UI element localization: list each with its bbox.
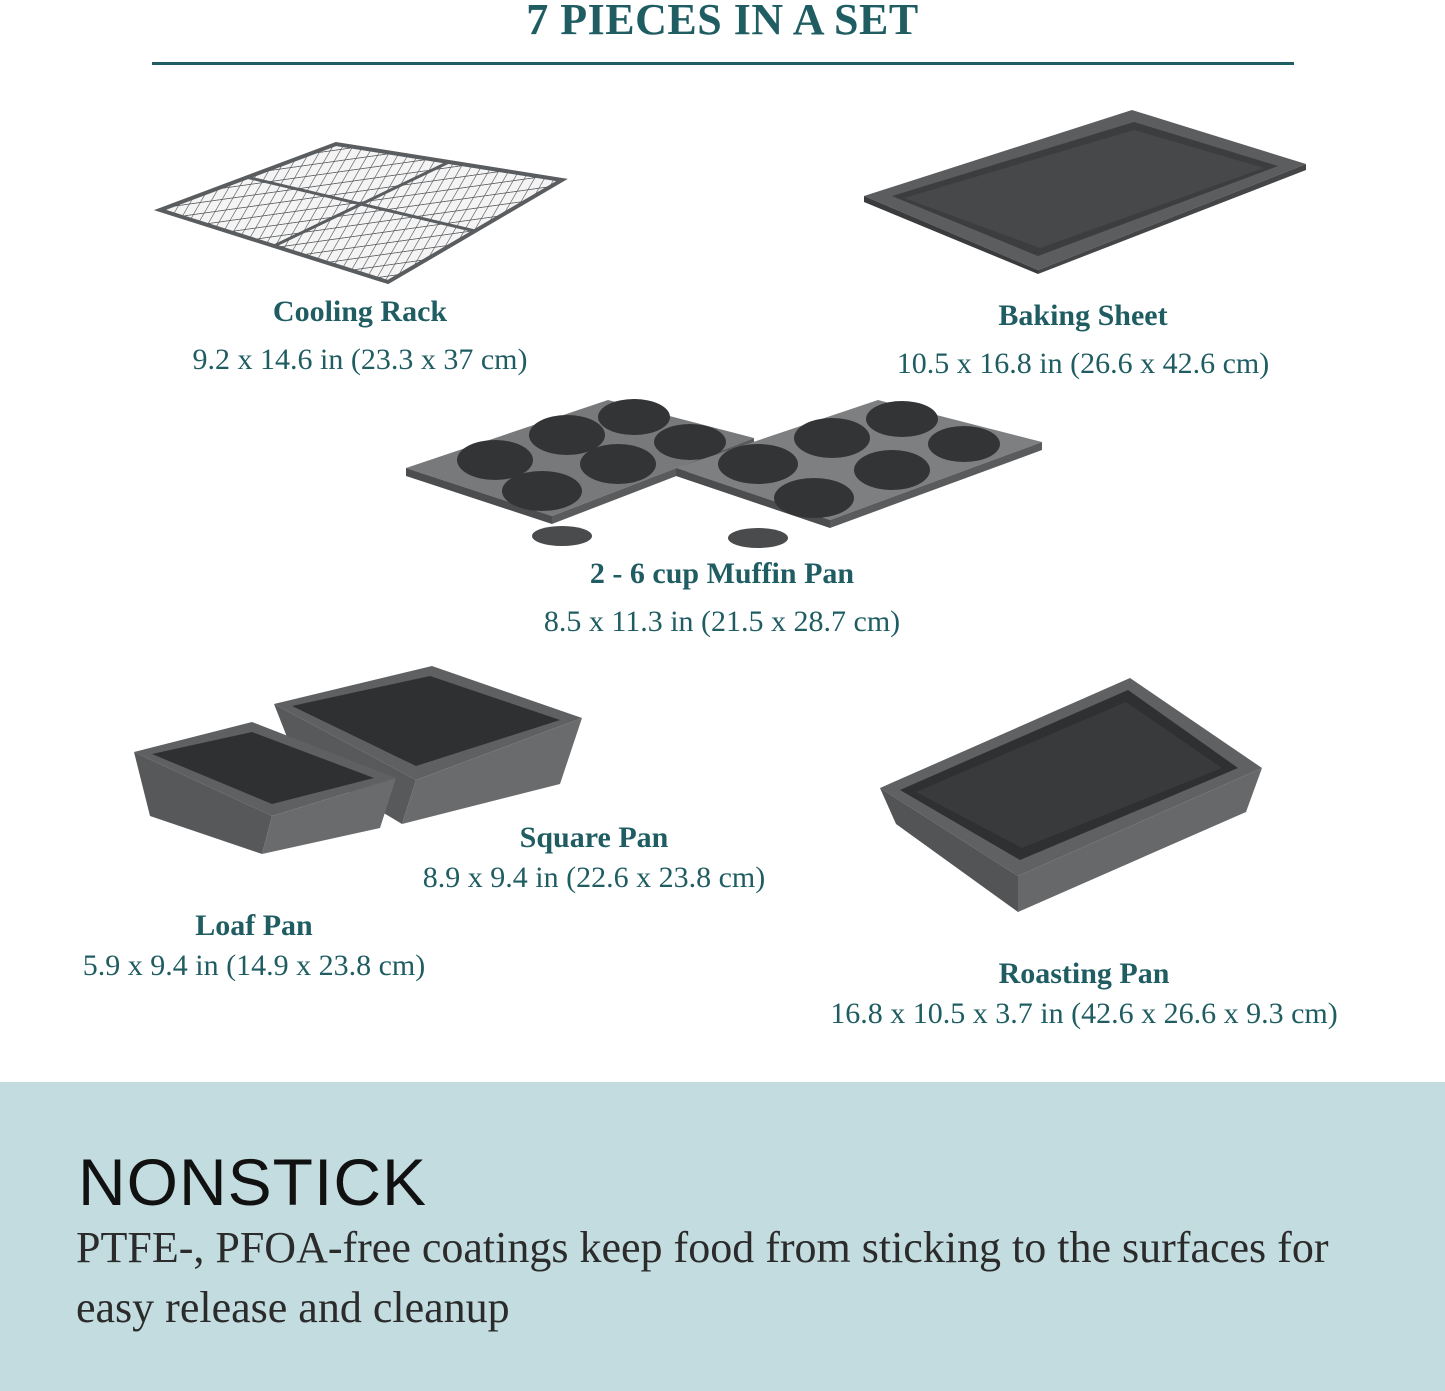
roasting-pan-name: Roasting Pan <box>998 957 1170 990</box>
cooling-rack-label <box>150 294 570 378</box>
cooling-rack-dimensions: 9.2 x 14.6 in (23.3 x 37 cm) <box>192 343 528 376</box>
square-pan-name: Square Pan <box>519 821 669 854</box>
feature-heading: NONSTICK <box>78 1145 428 1219</box>
feature-description: PTFE-, PFOA-free coatings keep food from sticking to the surfaces for easy release and cleanup <box>76 1223 1329 1332</box>
muffin-pan-name: 2 - 6 cup Muffin Pan <box>589 557 855 590</box>
loaf-pan-label <box>44 908 464 984</box>
roasting-pan-label <box>774 956 1394 1032</box>
title-divider <box>152 62 1294 65</box>
loaf-pan-name: Loaf Pan <box>195 909 313 942</box>
square-pan-label <box>384 820 804 896</box>
muffin-pan-label <box>482 556 962 640</box>
loaf-pan-dimensions: 5.9 x 9.4 in (14.9 x 23.8 cm) <box>82 949 426 982</box>
muffin-pan-dimensions: 8.5 x 11.3 in (21.5 x 28.7 cm) <box>543 605 901 638</box>
cooling-rack-image <box>150 136 570 286</box>
roasting-pan-image <box>876 676 1266 914</box>
baking-sheet-label <box>858 298 1308 382</box>
baking-sheet-name: Baking Sheet <box>998 299 1168 332</box>
roasting-pan-dimensions: 16.8 x 10.5 x 3.7 in (42.6 x 26.6 x 9.3 cm) <box>830 997 1338 1030</box>
loaf-pan-image <box>132 720 400 856</box>
cooling-rack-name: Cooling Rack <box>272 295 448 328</box>
baking-sheet-dimensions: 10.5 x 16.8 in (26.6 x 42.6 cm) <box>896 347 1270 380</box>
baking-sheet-image <box>862 108 1308 274</box>
feature-band <box>0 1082 1445 1391</box>
muffin-pan-image <box>402 398 1046 552</box>
square-pan-dimensions: 8.9 x 9.4 in (22.6 x 23.8 cm) <box>422 861 766 894</box>
page-title: 7 PIECES IN A SET <box>526 0 919 44</box>
